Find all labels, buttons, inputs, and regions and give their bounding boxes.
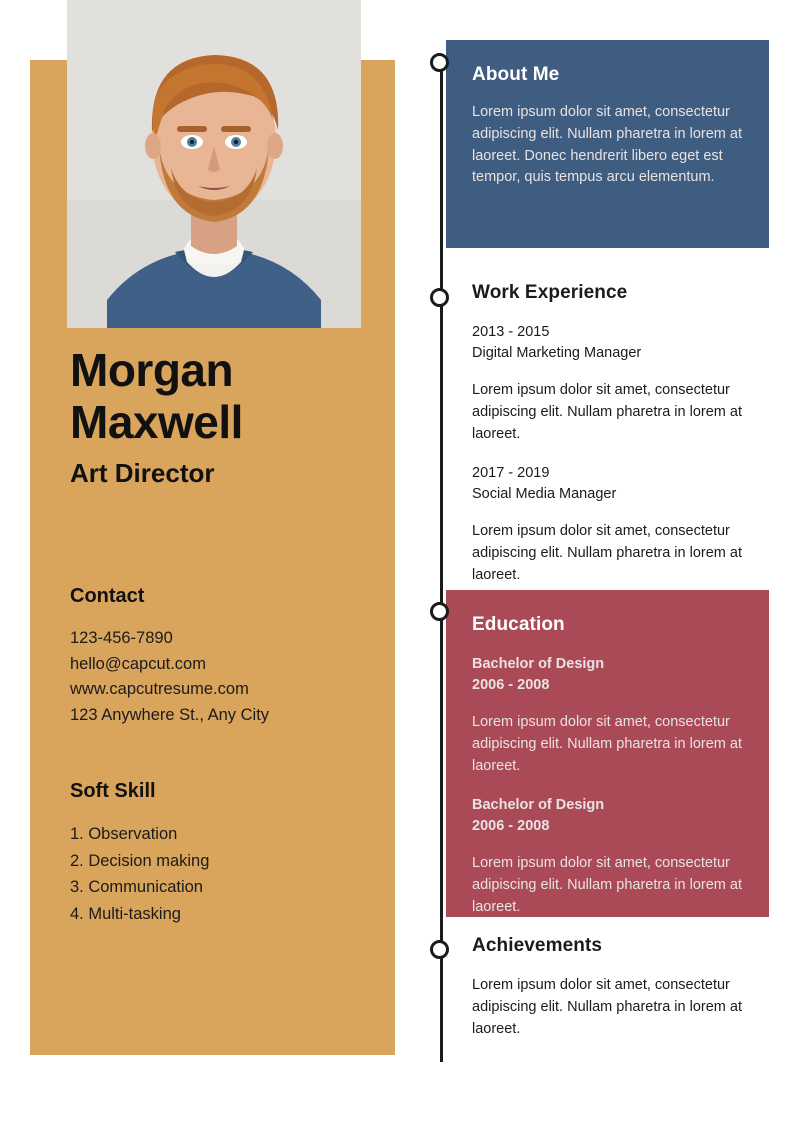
education-body: Lorem ipsum dolor sit amet, consectetur adipiscing elit. Nullam pharetra in lorem at laoreet. xyxy=(472,855,742,915)
name-block xyxy=(70,345,370,489)
portrait-illustration xyxy=(67,0,361,328)
work-entry-body: Lorem ipsum dolor sit amet, consectetur adipiscing elit. Nullam pharetra in lorem at laoreet. xyxy=(472,523,742,583)
work-entry-period: 2017 - 2019 xyxy=(472,465,550,482)
work-entry-period: 2013 - 2015 xyxy=(472,324,550,340)
contact-website: www.capcutresume.com xyxy=(70,680,249,699)
first-name: Morgan xyxy=(70,344,234,396)
contact-heading: Contact xyxy=(70,585,145,607)
timeline-rail xyxy=(440,62,443,1062)
job-role: Art Director xyxy=(70,458,215,489)
contact-section xyxy=(70,585,370,728)
about-me-heading: About Me xyxy=(472,64,560,85)
timeline-dot-work xyxy=(430,288,449,307)
achievements-body: Lorem ipsum dolor sit amet, consectetur adipiscing elit. Nullam pharetra in lorem at laoreet. xyxy=(472,977,742,1037)
education-heading: Education xyxy=(472,614,565,635)
profile-photo xyxy=(67,0,361,328)
work-experience-card xyxy=(446,282,769,587)
education-degree: Bachelor of Design xyxy=(472,797,605,814)
contact-list xyxy=(70,626,370,728)
education-period: 2006 - 2008 xyxy=(472,818,550,835)
contact-email: hello@capcut.com xyxy=(70,654,206,673)
work-entry-body: Lorem ipsum dolor sit amet, consectetur adipiscing elit. Nullam pharetra in lorem at laoreet. xyxy=(472,382,742,442)
about-me-card xyxy=(446,40,769,248)
soft-skill-section xyxy=(70,780,370,928)
contact-phone: 123-456-7890 xyxy=(70,629,173,647)
timeline-dot-about xyxy=(430,53,449,72)
soft-skill-list xyxy=(70,821,370,928)
education-card xyxy=(446,590,769,917)
achievements-card xyxy=(446,935,769,1040)
education-degree: Bachelor of Design xyxy=(472,656,605,672)
education-period: 2006 - 2008 xyxy=(472,677,550,694)
timeline-dot-achievements xyxy=(430,940,449,959)
education-body: Lorem ipsum dolor sit amet, consectetur adipiscing elit. Nullam pharetra in lorem at laoreet. xyxy=(472,714,742,774)
soft-skill-item: 1. Observation xyxy=(70,825,178,843)
last-name: Maxwell xyxy=(70,395,243,448)
work-experience-heading: Work Experience xyxy=(472,282,628,303)
about-me-body: Lorem ipsum dolor sit amet, consectetur adipiscing elit. Nullam pharetra in lorem at laoreet. Donec hendrerit libero eget est tempor, quis tempus arcu elementum. xyxy=(472,104,742,186)
soft-skill-heading: Soft Skill xyxy=(70,780,156,802)
work-entry-title: Digital Marketing Manager xyxy=(472,345,642,362)
soft-skill-item: 4. Multi-tasking xyxy=(70,905,181,924)
timeline-column xyxy=(424,40,769,1065)
contact-address: 123 Anywhere St., Any City xyxy=(70,705,270,724)
timeline-dot-education xyxy=(430,602,449,621)
soft-skill-item: 2. Decision making xyxy=(70,851,210,870)
soft-skill-item: 3. Communication xyxy=(70,878,203,897)
work-entry-title: Social Media Manager xyxy=(472,486,617,503)
achievements-heading: Achievements xyxy=(472,935,603,956)
